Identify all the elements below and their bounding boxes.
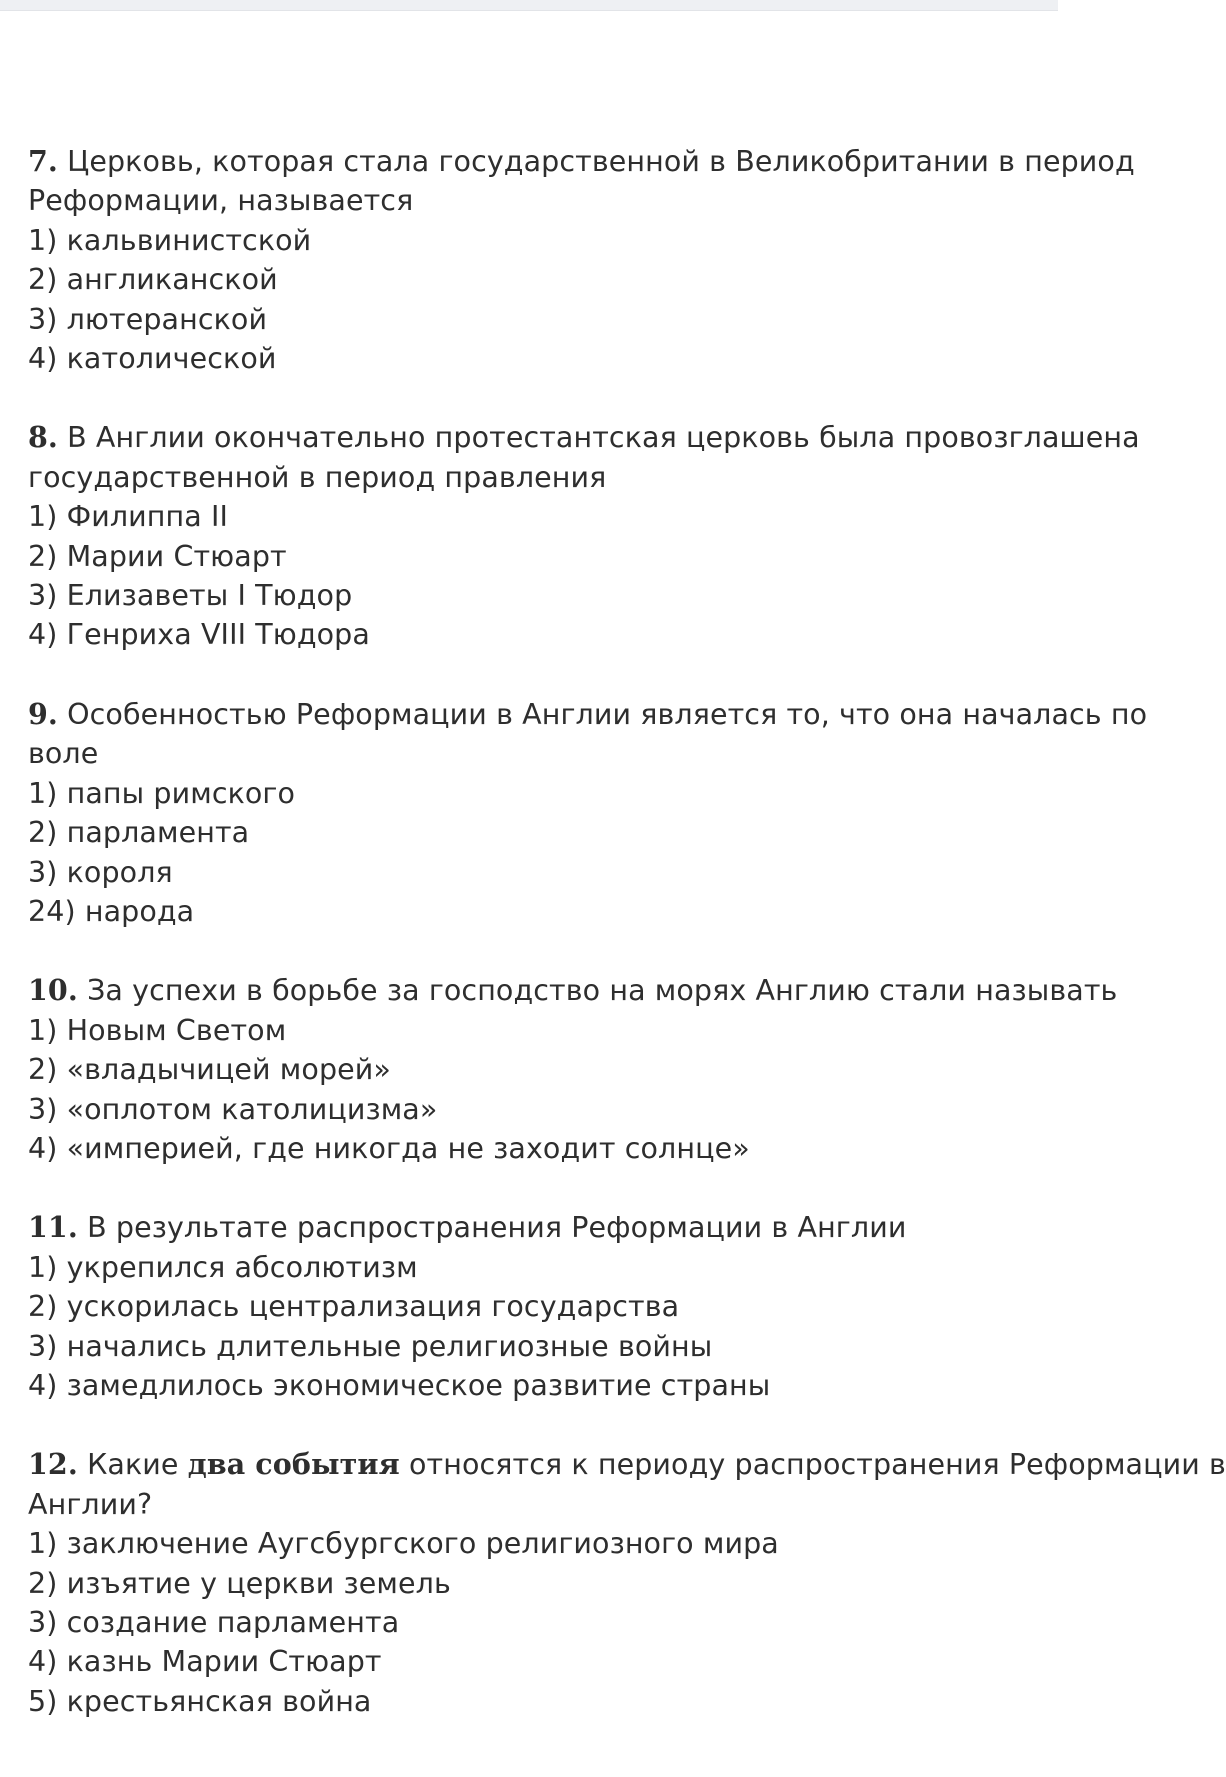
- answer-option: 2) парламента: [28, 816, 250, 850]
- answer-option: 1) Новым Светом: [28, 1013, 287, 1047]
- question-text: 9. Особенностью Реформации в Англии является то, что она началась по: [28, 696, 1148, 731]
- question-number: 9.: [28, 696, 58, 731]
- question-text: 7. Церковь, которая стала государственной в Великобритании в период: [28, 144, 1135, 178]
- question-8: [28, 418, 1140, 654]
- answer-option: 4) Генриха VIII Тюдора: [28, 618, 370, 652]
- question-text: 10. За успехи в борьбе за господство на морях Англию стали называть: [28, 973, 1118, 1008]
- question-10: [28, 971, 1118, 1168]
- answer-option: 3) начались длительные религиозные войны: [28, 1329, 713, 1363]
- question-text-continued: государственной в период правления: [28, 460, 607, 494]
- question-number: 8.: [28, 420, 58, 455]
- answer-option: 4) католической: [28, 342, 277, 376]
- answer-option: 4) казнь Марии Стюарт: [28, 1645, 382, 1679]
- answer-option: 1) укрепился абсолютизм: [28, 1250, 418, 1284]
- question-number: 7.: [28, 144, 58, 178]
- question-number: 11.: [28, 1210, 78, 1245]
- question-11: [28, 1208, 1058, 1405]
- answer-option: 1) кальвинистской: [28, 223, 312, 257]
- answer-option: 5) крестьянская война: [28, 1684, 372, 1718]
- question-number: 10.: [28, 973, 78, 1008]
- question-text: 12. Какие два события относятся к периоду распространения Реформации в: [28, 1447, 1226, 1482]
- emphasis-text: два события: [187, 1447, 400, 1482]
- answer-option: 24) народа: [28, 894, 195, 928]
- answer-option: 1) папы римского: [28, 776, 296, 810]
- question-7: [28, 142, 1135, 378]
- answer-option: 2) Марии Стюарт: [28, 539, 287, 573]
- answer-option: 2) ускорилась централизация государства: [28, 1290, 680, 1324]
- answer-option: 4) замедлилось экономическое развитие страны: [28, 1368, 771, 1402]
- question-text-continued: Реформации, называется: [28, 184, 414, 218]
- answer-option: 3) «оплотом католицизма»: [28, 1092, 438, 1126]
- quiz-content: [28, 142, 1226, 1761]
- answer-option: 1) заключение Аугсбургского религиозного мира: [28, 1527, 779, 1561]
- answer-option: 3) Елизаветы I Тюдор: [28, 579, 353, 613]
- question-text: 8. В Англии окончательно протестантская церковь была провозглашена: [28, 420, 1140, 455]
- question-text-continued: воле: [28, 737, 99, 771]
- question-number: 12.: [28, 1447, 78, 1482]
- answer-option: 4) «империей, где никогда не заходит солнце»: [28, 1131, 750, 1165]
- answer-option: 3) лютеранской: [28, 302, 268, 336]
- answer-option: 2) англиканской: [28, 263, 278, 297]
- answer-option: 1) Филиппа II: [28, 500, 229, 534]
- answer-option: 3) короля: [28, 855, 173, 889]
- question-12: [28, 1445, 1226, 1721]
- answer-option: 2) изъятие у церкви земель: [28, 1566, 451, 1600]
- question-text: 11. В результате распространения Реформации в Англии: [28, 1210, 907, 1245]
- answer-option: 2) «владычицей морей»: [28, 1053, 391, 1087]
- answer-option: 3) создание парламента: [28, 1606, 400, 1639]
- question-9: [28, 695, 1148, 931]
- top-bar: [0, 0, 1058, 11]
- question-text-continued: Англии?: [28, 1487, 153, 1521]
